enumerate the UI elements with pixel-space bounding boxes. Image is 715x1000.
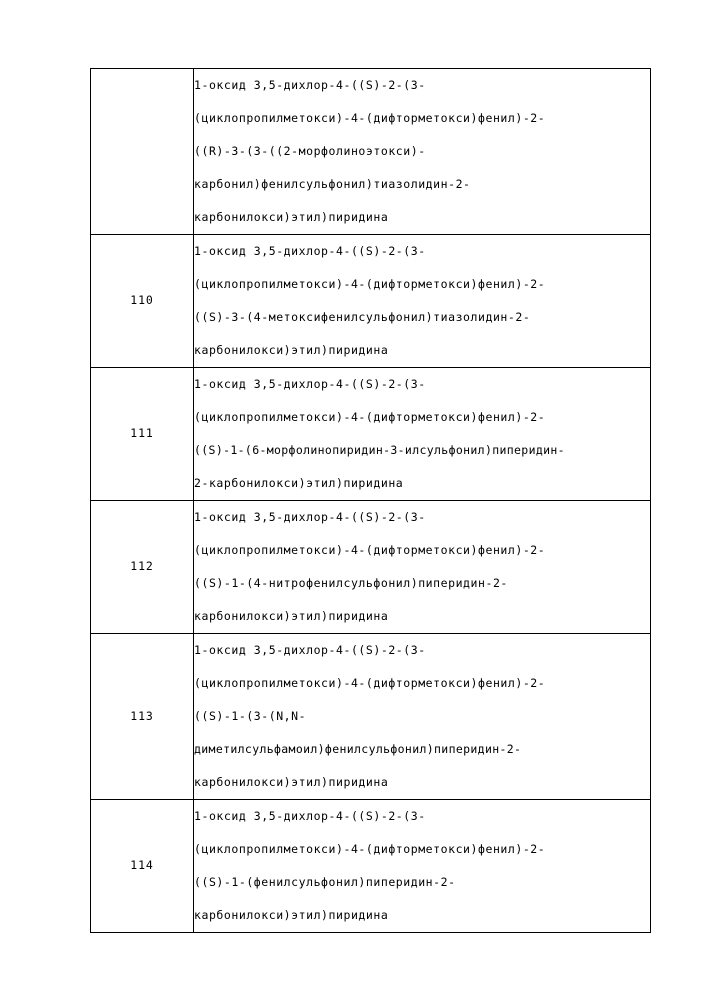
compound-name-line: (циклопропилметокси)-4-(дифторметокси)фенил)-2- xyxy=(194,543,546,557)
compound-number-cell: 110 xyxy=(91,235,194,368)
compound-name-line: ((S)-1-(фенилсульфонил)пиперидин-2- xyxy=(194,875,456,889)
compound-name-cell xyxy=(194,501,651,634)
compound-name-line: (циклопропилметокси)-4-(дифторметокси)фенил)-2- xyxy=(194,842,546,856)
compound-name-line: диметилсульфамоил)фенилсульфонил)пиперидин-2- xyxy=(194,742,522,756)
compound-name-line: ((S)-1-(6-морфолинопиридин-3-илсульфонил)пиперидин- xyxy=(194,443,565,457)
compound-number-cell: 113 xyxy=(91,634,194,800)
compound-name-line: 1-оксид 3,5-дихлор-4-((S)-2-(3- xyxy=(194,244,426,258)
compound-name-line: (циклопропилметокси)-4-(дифторметокси)фенил)-2- xyxy=(194,676,546,690)
compound-name-line: 2-карбонилокси)этил)пиридина xyxy=(194,476,404,490)
compound-name-line: 1-оксид 3,5-дихлор-4-((S)-2-(3- xyxy=(194,809,426,823)
compound-number-cell: 112 xyxy=(91,501,194,634)
compound-table xyxy=(90,68,651,933)
compound-name-line: (циклопропилметокси)-4-(дифторметокси)фенил)-2- xyxy=(194,277,546,291)
table-row xyxy=(91,368,651,501)
compound-name-line: 1-оксид 3,5-дихлор-4-((S)-2-(3- xyxy=(194,643,426,657)
compound-name-line: ((R)-3-(3-((2-морфолиноэтокси)- xyxy=(194,144,426,158)
table-row xyxy=(91,800,651,933)
table-row xyxy=(91,634,651,800)
compound-name-cell xyxy=(194,235,651,368)
compound-name-line: карбонилокси)этил)пиридина xyxy=(194,210,389,224)
table-row xyxy=(91,501,651,634)
compound-name-line: 1-оксид 3,5-дихлор-4-((S)-2-(3- xyxy=(194,510,426,524)
compound-name-line: карбонилокси)этил)пиридина xyxy=(194,343,389,357)
table-body xyxy=(91,69,651,933)
compound-name-line: (циклопропилметокси)-4-(дифторметокси)фенил)-2- xyxy=(194,111,546,125)
compound-number-cell: 111 xyxy=(91,368,194,501)
compound-name-line: карбонилокси)этил)пиридина xyxy=(194,775,389,789)
compound-number-cell: 114 xyxy=(91,800,194,933)
compound-name-cell xyxy=(194,69,651,235)
compound-name-cell xyxy=(194,634,651,800)
compound-name-line: ((S)-1-(4-нитрофенилсульфонил)пиперидин-2- xyxy=(194,576,508,590)
table-row xyxy=(91,235,651,368)
compound-number-cell xyxy=(91,69,194,235)
compound-name-line: ((S)-3-(4-метоксифенилсульфонил)тиазолидин-2- xyxy=(194,310,531,324)
compound-name-line: 1-оксид 3,5-дихлор-4-((S)-2-(3- xyxy=(194,78,426,92)
compound-name-line: 1-оксид 3,5-дихлор-4-((S)-2-(3- xyxy=(194,377,426,391)
compound-name-line: ((S)-1-(3-(N,N- xyxy=(194,709,307,723)
compound-name-line: (циклопропилметокси)-4-(дифторметокси)фенил)-2- xyxy=(194,410,546,424)
compound-name-line: карбонилокси)этил)пиридина xyxy=(194,908,389,922)
compound-name-cell xyxy=(194,368,651,501)
compound-name-cell xyxy=(194,800,651,933)
table-row xyxy=(91,69,651,235)
compound-name-line: карбонилокси)этил)пиридина xyxy=(194,609,389,623)
compound-name-line: карбонил)фенилсульфонил)тиазолидин-2- xyxy=(194,177,471,191)
